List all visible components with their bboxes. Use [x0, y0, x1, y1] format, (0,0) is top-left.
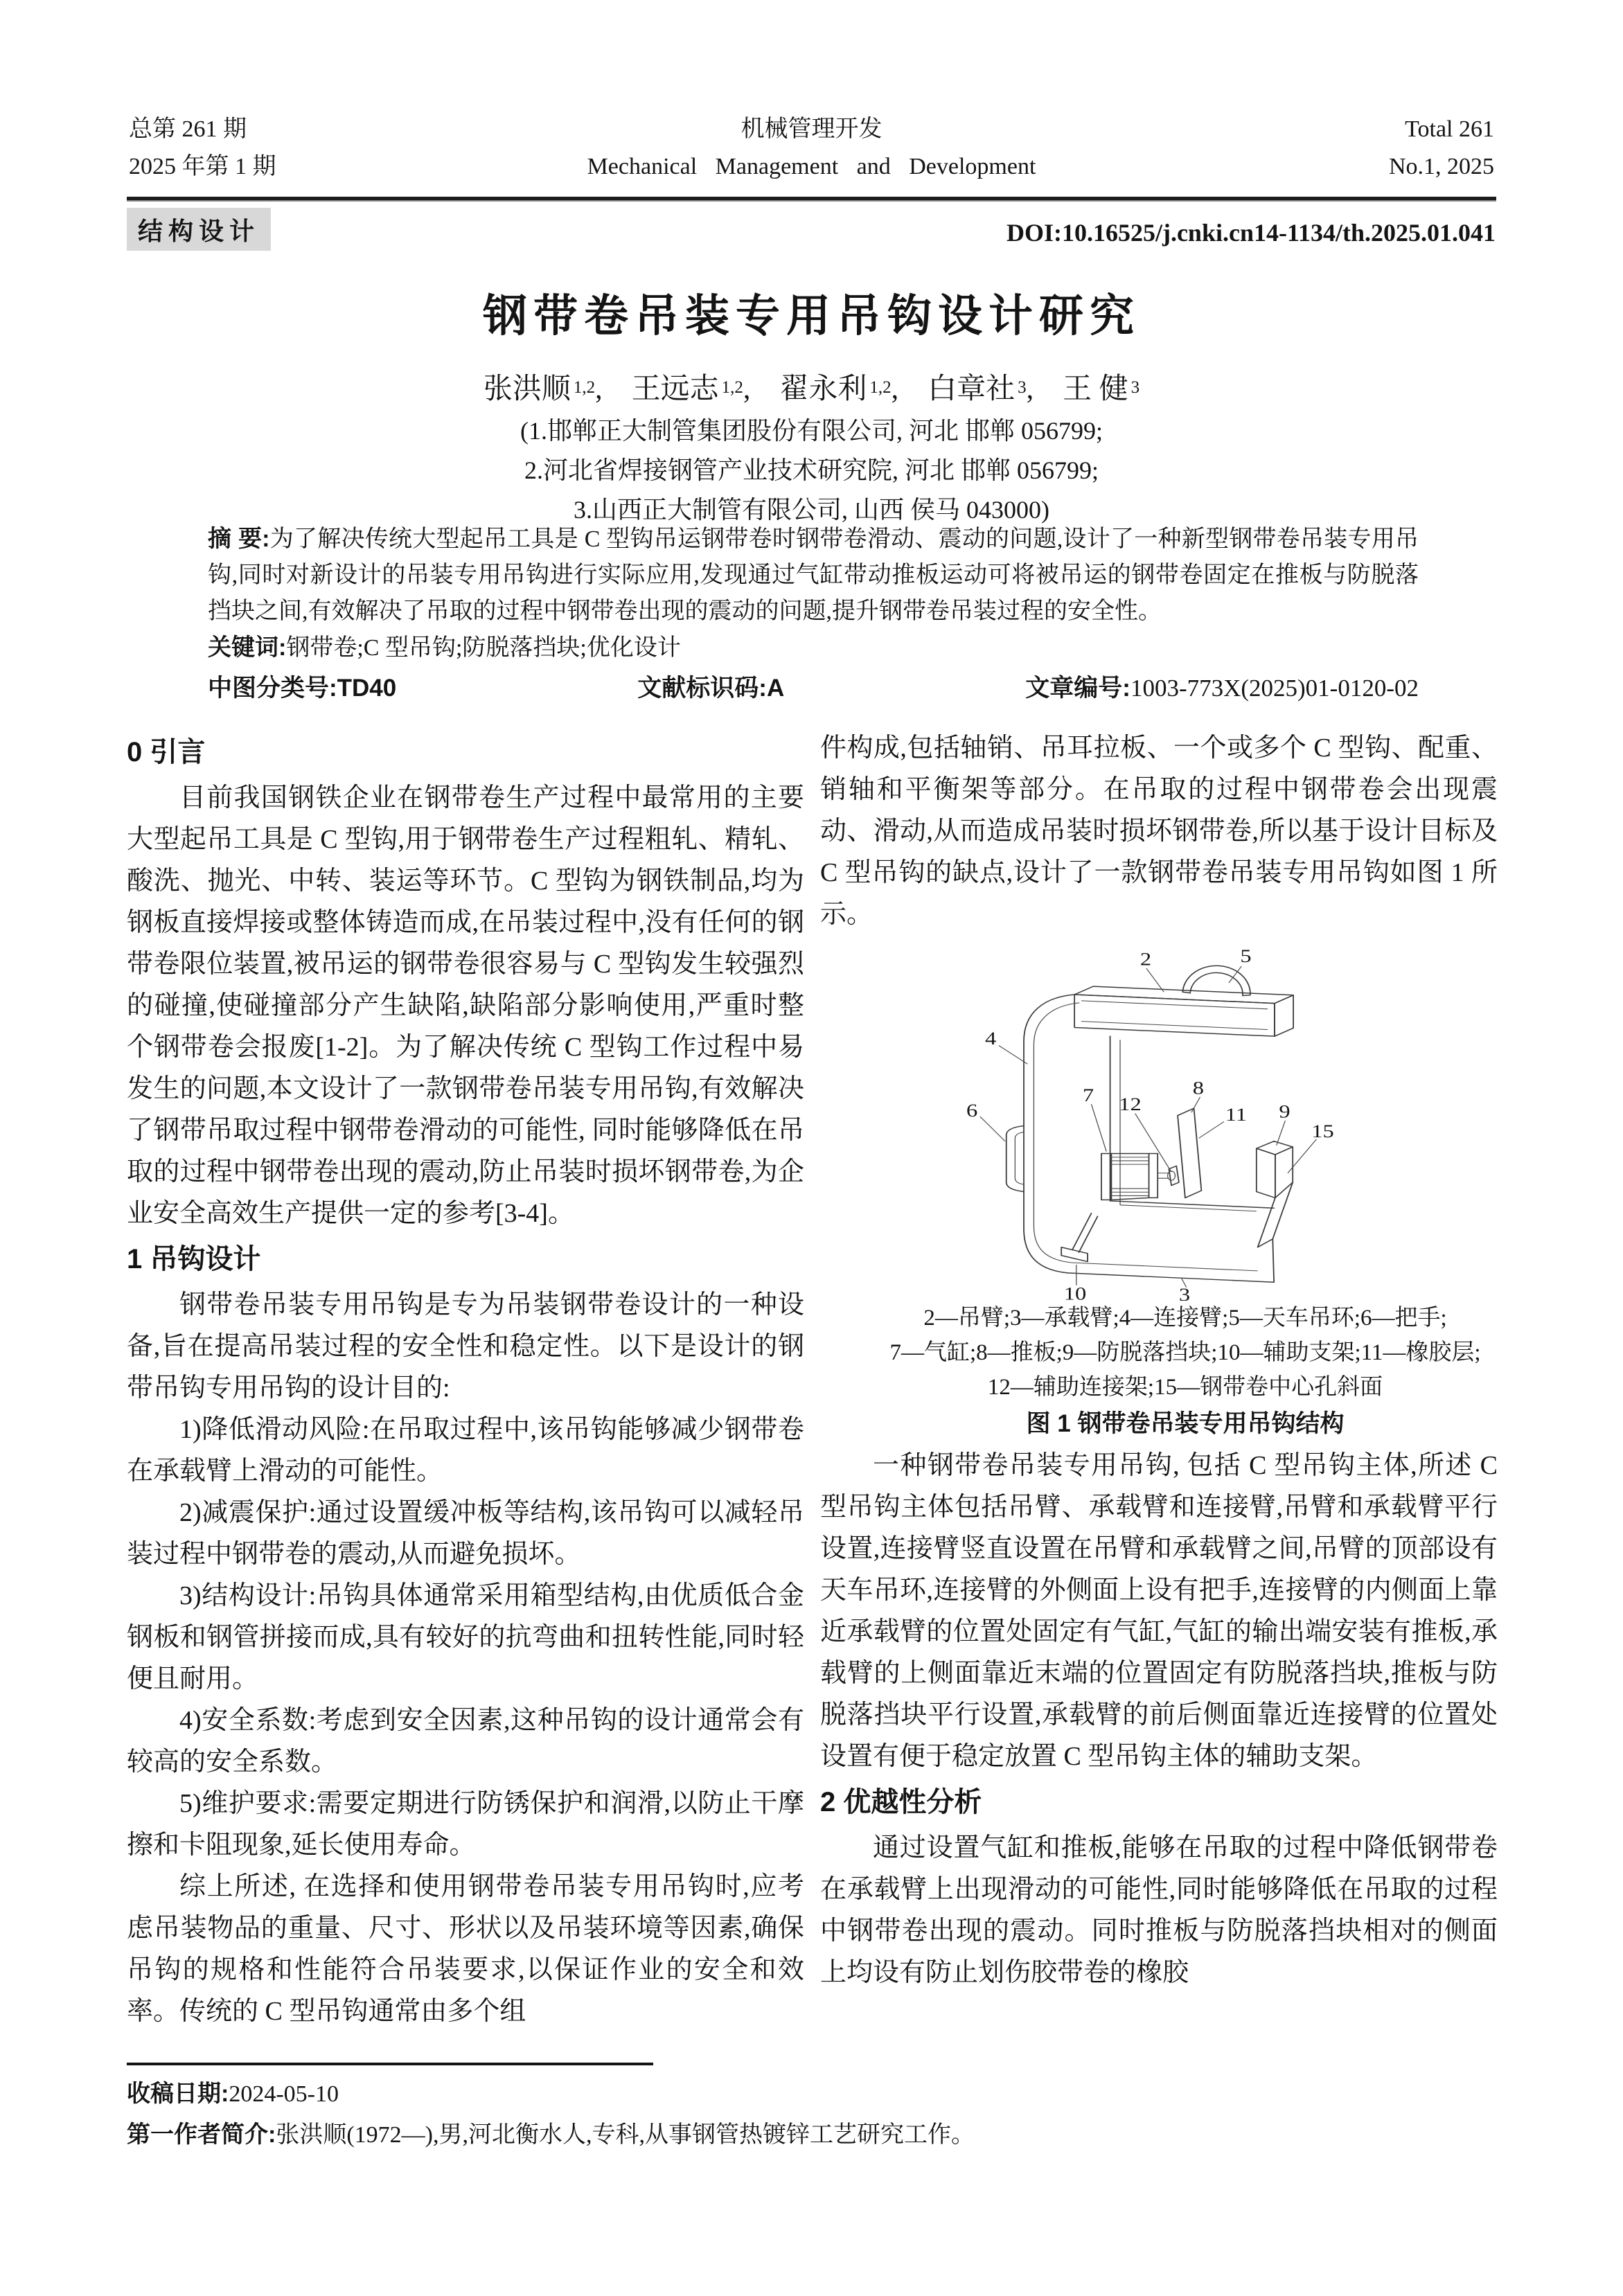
figure-callout-8: 8 — [1192, 1078, 1204, 1098]
paragraph: 2)减震保护:通过设置缓冲板等结构,该吊钩可以减轻吊装过程中钢带卷的震动,从而避免损坏。 — [127, 1498, 804, 1569]
affiliation-list — [0, 411, 1623, 530]
paragraph: 一种钢带卷吊装专用吊钩, 包括 C 型吊钩主体,所述 C 型吊钩主体包括吊臂、承载臂和连接臂,吊臂和承载臂平行设置,连接臂竖直设置在吊臂和承载臂之间,吊臂的顶部设有天车吊环,连接臂的外侧面上设有把手,连接臂的内侧面上靠近承载臂的位置处固定有气缸,气缸的输出端安装有推板,承载臂的上侧面靠近末端的位置固定有防脱落挡块,推板与防脱落挡块平行设置,承载臂的前后侧面靠近连接臂的位置处设置有便于稳定放置 C 型吊钩主体的辅助支架。 — [820, 1451, 1498, 1771]
clc-number: 中图分类号:TD40 — [208, 675, 397, 702]
figure-callout-2: 2 — [1139, 949, 1152, 970]
c-hook-figure-drawing — [934, 941, 1384, 1301]
issue-total-cn: 总第 261 期 — [129, 116, 247, 142]
paragraph: 3)结构设计:吊钩具体通常采用箱型结构,由优质低合金钢板和钢管拼接而成,具有较好的抗弯曲和扭转性能,同时轻便且耐用。 — [127, 1581, 804, 1693]
affiliation-line: (1.邯郸正大制管集团股份有限公司, 河北 邯郸 056799; — [520, 417, 1103, 445]
figure-callout-15: 15 — [1311, 1121, 1334, 1142]
right-column — [820, 727, 1498, 2063]
figure-legend-line: 7—气缸;8—推板;9—防脱落挡块;10—辅助支架;11—橡胶层; — [889, 1340, 1481, 1365]
figure-callout-3: 3 — [1178, 1284, 1191, 1301]
author-separator: , — [1026, 373, 1056, 405]
article-number — [1025, 670, 1419, 706]
author — [1063, 373, 1139, 405]
received-date-label: 收稿日期: — [127, 2081, 229, 2107]
figure-callout-12: 12 — [1119, 1094, 1142, 1115]
figure-callout-4: 4 — [985, 1028, 997, 1049]
author-name: 白章社 — [928, 373, 1016, 405]
abstract-label: 摘 要: — [208, 526, 270, 552]
author-list — [0, 366, 1623, 407]
figure-1 — [820, 941, 1498, 1443]
paragraph: 综上所述, 在选择和使用钢带卷吊装专用吊钩时,应考虑吊装物品的重量、尺寸、形状以及吊装环境等因素,确保吊钩的规格和性能符合吊装要求,以保证作业的安全和效率。传统的 C 型吊钩通常由多个组 — [127, 1872, 804, 2026]
author-affil-sup: 1,2 — [721, 378, 743, 398]
author — [632, 373, 772, 405]
paragraph: 件构成,包括轴销、吊耳拉板、一个或多个 C 型钩、配重、销轴和平衡架等部分。在吊取的过程中钢带卷会出现震动、滑动,从而造成吊装时损坏钢带卷,所以基于设计目标及 C 型吊钩的缺点,设计了一款钢带卷吊装专用吊钩如图 1 所示。 — [820, 733, 1498, 929]
author-affil-sup: 1,2 — [869, 378, 892, 398]
received-date — [127, 2076, 1498, 2112]
issue-number-cn: 2025 年第 1 期 — [129, 154, 276, 179]
keywords-label: 关键词: — [208, 634, 287, 661]
footnote-divider — [127, 2063, 653, 2065]
first-author-bio — [127, 2117, 1498, 2153]
paragraph: 5)维护要求:需要定期进行防锈保护和润滑,以防止干摩擦和卡阻现象,延长使用寿命。 — [127, 1789, 804, 1860]
section-heading-2: 2 优越性分析 — [820, 1787, 982, 1817]
affiliation-line: 2.河北省焊接钢管产业技术研究院, 河北 邯郸 056799; — [524, 456, 1099, 484]
author — [484, 373, 624, 405]
received-date-value: 2024-05-10 — [229, 2081, 339, 2107]
figure-callout-6: 6 — [966, 1100, 978, 1121]
author — [928, 373, 1056, 405]
c-hook-outline — [1006, 965, 1293, 1282]
author-name: 王远志 — [631, 373, 719, 405]
section-heading-1: 1 吊钩设计 — [127, 1244, 261, 1274]
author — [779, 373, 920, 405]
journal-issue-right — [1389, 111, 1494, 186]
author-separator: , — [743, 373, 772, 405]
author-name: 王 健 — [1063, 373, 1128, 405]
doi-text: DOI:10.16525/j.cnki.cn14-1134/th.2025.01.041 — [1006, 219, 1496, 247]
footnote-area — [127, 2063, 1498, 2158]
abstract — [208, 521, 1419, 630]
paragraph: 钢带卷吊装专用吊钩是专为吊装钢带卷设计的一种设备,旨在提高吊装过程的安全性和稳定性。以下是设计的钢带吊钩专用吊钩的设计目的: — [127, 1290, 804, 1403]
first-author-bio-label: 第一作者简介: — [127, 2121, 276, 2148]
figure-callout-10: 10 — [1063, 1283, 1087, 1301]
figure-legend-line: 12—辅助连接架;15—钢带卷中心孔斜面 — [987, 1375, 1383, 1400]
issue-total-en: Total 261 — [1405, 116, 1494, 142]
figure-caption: 图 1 钢带卷吊装专用吊钩结构 — [1026, 1410, 1345, 1437]
section-heading-0: 0 引言 — [127, 737, 206, 767]
abstract-block — [208, 521, 1419, 706]
figure-legend-line: 2—吊臂;3—承载臂;4—连接臂;5—天车吊环;6—把手; — [923, 1306, 1447, 1331]
author-separator: , — [595, 373, 625, 405]
journal-name-cn: 机械管理开发 — [740, 116, 883, 142]
paragraph: 1)降低滑动风险:在吊取过程中,该吊钩能够减少钢带卷在承载臂上滑动的可能性。 — [127, 1415, 804, 1486]
document-code: 文献标识码:A — [637, 675, 785, 702]
figure-callout-5: 5 — [1240, 945, 1252, 967]
paragraph: 目前我国钢铁企业在钢带卷生产过程中最常用的主要大型起吊工具是 C 型钩,用于钢带卷生产过程粗轧、精轧、酸洗、抛光、中转、装运等环节。C 型钩为钢铁制品,均为钢板直接焊接或整体铸造而成,在吊装过程中,没有任何的钢带卷限位装置,被吊运的钢带卷很容易与 C 型钩发生较强烈的碰撞,使碰撞部分产生缺陷,缺陷部分影响使用,严重时整个钢带卷会报废[1-2]。为了解决传统 C 型钩工作过程中易发生的问题,本文设计了一款钢带卷吊装专用吊钩,有效解决了钢带吊取过程中钢带卷滑动的可能性, 同时能够降低在吊取的过程中钢带卷出现的震动,防止吊装时损坏钢带卷,为企业安全高效生产提供一定的参考[3-4]。 — [127, 783, 804, 1228]
affiliation-line: 3.山西正大制管有限公司, 山西 侯马 043000) — [574, 496, 1049, 524]
issue-number-en: No.1, 2025 — [1388, 154, 1494, 179]
author-affil-sup: 3 — [1018, 378, 1027, 398]
figure-callout-11: 11 — [1225, 1104, 1247, 1125]
keywords — [208, 630, 1419, 666]
first-author-bio-value: 张洪顺(1972—),男,河北衡水人,专科,从事钢管热镀锌工艺研究工作。 — [276, 2122, 975, 2148]
journal-name-en: Mechanical Management and Development — [587, 154, 1036, 179]
author-name: 张洪顺 — [483, 373, 571, 405]
meta-row — [208, 670, 1419, 706]
paragraph: 通过设置气缸和推板,能够在吊取的过程中降低钢带卷在承载臂上出现滑动的可能性,同时能够降低在吊取的过程中钢带卷出现的震动。同时推板与防脱落挡块相对的侧面上均设有防止划伤胶带卷的橡胶 — [820, 1833, 1498, 1987]
column-badge: 结构设计 — [127, 208, 271, 251]
header-divider — [127, 197, 1496, 202]
article-number-value: 1003-773X(2025)01-0120-02 — [1130, 675, 1419, 702]
article-number-label: 文章编号: — [1025, 675, 1130, 702]
author-name: 翟永利 — [779, 373, 867, 405]
figure-callout-7: 7 — [1082, 1085, 1094, 1106]
journal-name — [0, 111, 1623, 186]
abstract-text: 为了解决传统大型起吊工具是 C 型钩吊运钢带卷时钢带卷滑动、震动的问题,设计了一种新型钢带卷吊装专用吊钩,同时对新设计的吊装专用吊钩进行实际应用,发现通过气缸带动推板运动可将被吊运的钢带卷固定在推板与防脱落挡块之间,有效解决了吊取的过程中钢带卷出现的震动的问题,提升钢带卷吊装过程的安全性。 — [208, 526, 1419, 624]
paragraph: 4)安全系数:考虑到安全因素,这种吊钩的设计通常会有较高的安全系数。 — [127, 1706, 804, 1777]
figure-callout-9: 9 — [1279, 1101, 1291, 1122]
left-column — [127, 727, 804, 2063]
figure-leader-lines — [980, 966, 1317, 1288]
author-separator: , — [891, 373, 921, 405]
page-title: 钢带卷吊装专用吊钩设计研究 — [483, 291, 1140, 341]
author-affil-sup: 3 — [1130, 378, 1140, 398]
keywords-text: 钢带卷;C 型吊钩;防脱落挡块;优化设计 — [286, 635, 681, 661]
author-affil-sup: 1,2 — [573, 378, 596, 398]
